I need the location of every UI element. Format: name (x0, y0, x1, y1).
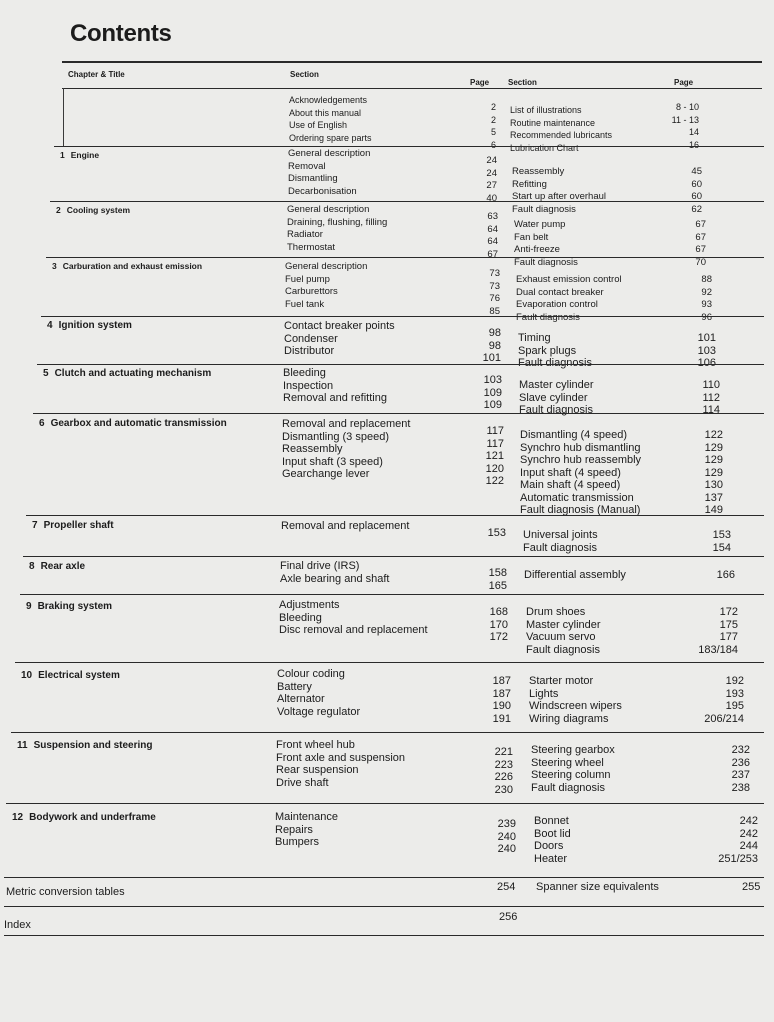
chapter-sections-1-item: Draining, flushing, filling (287, 216, 388, 228)
chapter-pages-2-item: 193 (725, 687, 744, 700)
chapter-sections-1-item: Drive shaft (276, 776, 329, 789)
chapter-pages-2-item: 70 (695, 256, 706, 268)
chapter-pages-2 (698, 606, 738, 656)
chapter-sections-2-item: Dual contact breaker (516, 286, 604, 298)
chapter-pages-1-item: 223 (494, 758, 513, 771)
chapter-sections-1-item: Adjustments (279, 599, 340, 611)
chapter-sections-2-item: Fault diagnosis (519, 404, 593, 416)
chapter-sections-2-item: Steering column (531, 769, 611, 781)
chapter-pages-2-item: 129 (704, 466, 723, 479)
chapter-pages-2-item: 114 (702, 404, 720, 416)
metric-conversion-label: Metric conversion tables (6, 886, 125, 898)
chapter-pages-2-item: 45 (691, 166, 702, 177)
chapter-rule (54, 146, 764, 147)
chapter-pages-1-item: 98 (488, 339, 501, 352)
chapter-pages-1-item: 117 (486, 437, 504, 450)
chapter-sections-1-item: Reassembly (282, 443, 343, 455)
chapter-sections-2-item: Dismantling (4 speed) (520, 429, 627, 441)
chapter-pages-2-item: 172 (719, 606, 738, 618)
chapter-sections-2 (523, 529, 598, 554)
intro-sections-2-item: Lubrication Chart (510, 142, 579, 153)
chapter-sections-1 (287, 204, 387, 254)
chapter-sections-1-item: Maintenance (275, 811, 338, 823)
chapter-name: Rear axle (40, 561, 86, 572)
chapter-sections-1 (276, 739, 405, 789)
chapter-sections-1-item: Input shaft (3 speed) (282, 455, 383, 468)
chapter-rule (26, 515, 764, 516)
chapter-rule (20, 594, 764, 595)
chapter-pages-2-item: 192 (725, 675, 744, 687)
intro-pages-2-item: 11 - 13 (671, 114, 699, 125)
chapter-sections-1 (279, 599, 428, 637)
chapter-pages-1-item: 158 (488, 567, 507, 579)
header-page-2: Page (674, 78, 694, 87)
chapter-sections-2-item: Starter motor (529, 675, 594, 687)
chapter-pages-1-item: 24 (486, 167, 497, 179)
chapter-pages-1-item: 170 (489, 618, 508, 631)
chapter-pages-1 (489, 268, 500, 318)
chapter-pages-2-item: 149 (704, 504, 723, 516)
chapter-sections-2-item: Fault diagnosis (523, 541, 597, 554)
chapter-pages-2-item: 129 (704, 454, 723, 466)
chapter-rule (6, 803, 764, 804)
chapter-title (52, 261, 202, 271)
chapter-pages-2 (702, 379, 720, 417)
chapter-sections-1-item: General description (285, 261, 368, 272)
chapter-sections-2 (512, 166, 606, 216)
chapter-number: 1 (60, 150, 65, 160)
chapter-sections-2-item: Fault diagnosis (518, 357, 592, 369)
chapter-number: 7 (32, 520, 38, 531)
chapter-title (39, 418, 227, 429)
chapter-sections-2-item: Start up after overhaul (512, 191, 606, 202)
chapter-pages-1-item: 67 (487, 248, 498, 260)
chapter-pages-1-item: 73 (489, 268, 500, 279)
intro-sections-1-item: Acknowledgements (289, 95, 368, 105)
chapter-pages-2-item: 103 (697, 344, 716, 357)
chapter-sections-1-item: Condenser (284, 332, 338, 345)
intro-pages-2-item: 8 - 10 (675, 102, 699, 112)
chapter-pages-1-item: 24 (486, 155, 497, 166)
chapter-sections-1 (288, 148, 370, 198)
chapter-sections-1-item: Removal and refitting (283, 392, 387, 404)
chapter-sections-1 (285, 261, 367, 311)
chapter-sections-2-item: Input shaft (4 speed) (520, 466, 621, 479)
chapter-pages-2-item: 206/214 (704, 712, 744, 725)
chapter-pages-1-item: 240 (497, 843, 516, 855)
chapter-pages-1-item: 101 (482, 352, 501, 364)
chapter-sections-2-item: Refitting (512, 178, 547, 190)
chapter-pages-1-item: 73 (489, 280, 500, 292)
metric-conversion-page: 254 (497, 881, 516, 893)
chapter-pages-2-item: 244 (739, 840, 758, 852)
chapter-sections-1-item: Battery (277, 680, 312, 693)
chapter-pages-1-item: 98 (488, 327, 501, 339)
chapter-title (56, 205, 130, 215)
chapter-pages-2-item: 110 (702, 379, 720, 391)
spanner-size-label: Spanner size equivalents (536, 881, 659, 893)
chapter-pages-1-item: 187 (492, 675, 511, 687)
chapter-rule (37, 364, 764, 365)
chapter-sections-2 (531, 744, 615, 794)
intro-pages-1-item: 2 (490, 114, 496, 125)
chapter-sections-2-item: Bonnet (534, 815, 569, 827)
chapter-name: Cooling system (66, 205, 131, 215)
intro-sections-1-item: Ordering spare parts (289, 132, 372, 143)
intro-sections-2-item: Recommended lubricants (510, 130, 613, 140)
chapter-sections-1-item: Final drive (IRS) (280, 560, 360, 572)
chapter-pages-2-item: 175 (719, 618, 738, 631)
chapter-sections-2 (524, 569, 626, 582)
chapter-title (21, 670, 120, 681)
chapter-sections-1-item: Bleeding (283, 367, 326, 379)
chapter-name: Engine (70, 150, 100, 160)
header-chapter-title: Chapter & Title (68, 70, 125, 79)
header-section-2: Section (508, 78, 537, 87)
chapter-pages-1-item: 153 (487, 527, 506, 539)
chapter-sections-2-item: Main shaft (4 speed) (520, 479, 621, 491)
chapter-title (32, 520, 114, 531)
chapter-rule (50, 201, 764, 202)
chapter-pages-2 (691, 166, 702, 216)
index-label: Index (4, 919, 31, 931)
chapter-pages-1-item: 168 (489, 606, 508, 618)
chapter-pages-2 (717, 569, 735, 582)
chapter-sections-2-item: Anti-freeze (514, 244, 560, 255)
chapter-sections-1 (277, 668, 360, 718)
chapter-pages-1-item: 103 (483, 374, 502, 386)
chapter-sections-2-item: Synchro hub dismantling (520, 441, 641, 454)
intro-pages-2-item: 14 (688, 127, 699, 137)
chapter-pages-1-item: 165 (488, 579, 507, 592)
chapter-pages-1-item: 109 (483, 399, 502, 411)
chapter-sections-2-item: Steering gearbox (531, 744, 615, 756)
chapter-sections-1-item: Front axle and suspension (276, 751, 406, 764)
chapter-sections-1 (280, 560, 389, 585)
chapter-title (29, 561, 85, 572)
chapter-title (26, 601, 112, 612)
chapter-pages-1 (486, 425, 504, 488)
intro-pages-2 (672, 101, 699, 151)
chapter-sections-1 (282, 418, 410, 481)
chapter-pages-2-item: 106 (697, 357, 716, 369)
chapter-sections-1 (275, 811, 338, 849)
chapter-sections-1-item: Disc removal and replacement (279, 624, 428, 636)
chapter-pages-2-item: 242 (739, 815, 758, 827)
chapter-pages-2-item: 183/184 (698, 643, 738, 656)
header-top-rule (62, 61, 762, 63)
chapter-sections-2-item: Fan belt (514, 231, 549, 243)
chapter-sections-1-item: Fuel pump (285, 273, 330, 285)
metric-top-rule (4, 877, 764, 878)
chapter-name: Ignition system (58, 320, 132, 331)
chapter-sections-2-item: Synchro hub reassembly (520, 454, 642, 466)
chapter-sections-2-item: Spark plugs (518, 344, 577, 357)
index-bottom-rule (4, 935, 764, 936)
chapter-sections-2-item: Fault diagnosis (512, 203, 576, 215)
chapter-sections-2-item: Fault diagnosis (531, 781, 605, 794)
chapter-sections-2-item: Vacuum servo (526, 631, 596, 643)
chapter-number: 11 (17, 740, 28, 751)
chapter-sections-1-item: Colour coding (277, 668, 345, 680)
intro-pages-1-item: 5 (490, 127, 496, 137)
chapter-sections-2 (519, 379, 594, 417)
chapter-sections-2-item: Timing (518, 332, 551, 344)
chapter-pages-2-item: 112 (702, 391, 720, 404)
chapter-sections-1-item: Removal (288, 160, 326, 172)
chapter-pages-2 (713, 529, 731, 554)
chapter-sections-1-item: Contact breaker points (284, 320, 395, 332)
chapter-pages-1 (483, 327, 501, 365)
intro-pages-2-item: 16 (688, 139, 699, 150)
chapter-pages-2-item: 242 (739, 827, 758, 840)
chapter-rule (46, 257, 764, 258)
chapter-pages-2-item: 88 (701, 274, 712, 285)
chapter-pages-1-item: 172 (489, 631, 508, 643)
chapter-pages-1 (495, 746, 513, 796)
page-title: Contents (70, 20, 172, 47)
chapter-name: Clutch and actuating mechanism (54, 368, 212, 379)
chapter-sections-2-item: Windscreen wipers (529, 700, 622, 712)
chapter-pages-1-item: 187 (492, 687, 511, 700)
chapter-sections-2-item: Heater (534, 852, 568, 865)
chapter-pages-1-item: 27 (486, 180, 497, 191)
chapter-pages-1-item: 64 (487, 236, 498, 247)
chapter-pages-1-item: 121 (485, 450, 504, 462)
chapter-pages-1-item: 120 (485, 462, 504, 475)
chapter-pages-2-item: 195 (725, 700, 744, 712)
chapter-pages-2-item: 62 (691, 203, 702, 215)
chapter-sections-2-item: Differential assembly (524, 569, 626, 581)
chapter-pages-2-item: 101 (697, 332, 716, 344)
index-page: 256 (499, 911, 518, 923)
chapter-sections-1-item: Removal and replacement (281, 520, 410, 532)
chapter-name: Gearbox and automatic transmission (50, 418, 227, 429)
chapter-sections-1 (283, 367, 387, 405)
chapter-pages-1-item: 230 (494, 783, 513, 796)
chapter-pages-1-item: 226 (494, 771, 513, 783)
intro-pages-1-item: 2 (490, 102, 496, 112)
chapter-title (60, 150, 99, 160)
chapter-sections-1 (284, 320, 395, 358)
chapter-pages-2-item: 166 (716, 569, 735, 581)
chapter-pages-2-item: 137 (704, 491, 723, 504)
chapter-pages-2-item: 130 (704, 479, 723, 491)
chapter-sections-2 (526, 606, 601, 656)
chapter-pages-1-item: 190 (492, 700, 511, 712)
chapter-pages-1-item: 40 (486, 192, 497, 204)
chapter-pages-2-item: 154 (712, 541, 731, 554)
chapter-pages-1-item: 64 (487, 223, 498, 235)
index-top-rule (4, 906, 764, 907)
chapter-pages-1 (484, 374, 502, 412)
chapter-sections-1-item: Axle bearing and shaft (280, 572, 390, 585)
chapter-sections-1-item: Fuel tank (285, 298, 325, 310)
intro-pages-1 (491, 101, 496, 151)
chapter-sections-1-item: Removal and replacement (282, 418, 411, 430)
chapter-pages-2-item: 129 (704, 441, 723, 454)
chapter-rule (33, 413, 764, 414)
chapter-pages-2-item: 67 (695, 244, 706, 255)
chapter-sections-1-item: Carburettors (285, 286, 338, 297)
chapter-pages-1 (489, 567, 507, 592)
chapter-sections-2 (534, 815, 571, 865)
chapter-sections-1-item: Voltage regulator (277, 705, 361, 718)
chapter-sections-2 (514, 219, 578, 269)
chapter-pages-2-item: 122 (704, 429, 723, 441)
chapter-sections-1-item: General description (287, 204, 370, 215)
chapter-sections-1-item: Bumpers (275, 836, 320, 848)
chapter-sections-2-item: Reassembly (512, 166, 565, 177)
chapter-sections-1-item: Gearchange lever (282, 468, 370, 480)
chapter-pages-2-item: 92 (701, 286, 712, 298)
chapter-sections-1-item: Radiator (287, 229, 323, 240)
chapter-pages-2-item: 238 (731, 781, 750, 794)
chapter-sections-2-item: Fault diagnosis (526, 643, 600, 656)
chapter-name: Propeller shaft (43, 520, 114, 531)
chapter-sections-2-item: Slave cylinder (519, 391, 588, 404)
chapter-pages-2 (718, 815, 758, 865)
chapter-pages-1-item: 85 (489, 305, 500, 317)
chapter-title (47, 320, 132, 331)
chapter-sections-1-item: Dismantling (3 speed) (282, 430, 389, 443)
chapter-pages-2-item: 177 (719, 631, 738, 643)
chapter-pages-1-item: 221 (494, 746, 513, 758)
chapter-sections-2-item: Exhaust emission control (516, 274, 622, 285)
chapter-sections-2 (529, 675, 622, 725)
chapter-pages-2-item: 236 (731, 756, 750, 769)
chapter-sections-2-item: Fault diagnosis (516, 311, 580, 323)
chapter-pages-2-item: 251/253 (718, 852, 758, 865)
chapter-number: 5 (43, 368, 49, 379)
chapter-pages-2 (695, 219, 706, 269)
chapter-sections-2-item: Universal joints (523, 529, 598, 541)
intro-sections-2-item: List of illustrations (510, 105, 582, 115)
chapter-sections-1-item: General description (288, 148, 371, 159)
chapter-number: 6 (39, 418, 45, 429)
column-divider (63, 88, 64, 146)
chapter-name: Braking system (37, 601, 113, 612)
chapter-sections-2-item: Wiring diagrams (529, 712, 609, 725)
chapter-pages-1-item: 239 (497, 818, 516, 830)
chapter-pages-1 (490, 606, 508, 644)
chapter-pages-2-item: 67 (695, 231, 706, 243)
chapter-sections-1-item: Decarbonisation (288, 185, 357, 197)
chapter-number: 12 (12, 812, 24, 823)
chapter-name: Electrical system (38, 670, 120, 681)
chapter-title (17, 740, 153, 751)
chapter-pages-2 (704, 675, 744, 725)
chapter-pages-1 (498, 818, 516, 856)
header-section-1: Section (290, 70, 319, 79)
chapter-sections-1-item: Front wheel hub (276, 739, 355, 751)
header-page-1: Page (470, 78, 490, 87)
chapter-pages-1-item: 117 (486, 425, 504, 437)
intro-sections-1-item: Use of English (289, 120, 348, 130)
chapter-number: 10 (21, 670, 33, 681)
chapter-sections-2-item: Fault diagnosis (Manual) (520, 504, 641, 516)
chapter-pages-2-item: 60 (691, 191, 702, 202)
chapter-number: 8 (29, 561, 35, 572)
chapter-sections-1-item: Dismantling (288, 173, 338, 184)
chapter-pages-1-item: 240 (497, 830, 516, 843)
chapter-sections-1-item: Thermostat (287, 241, 336, 253)
chapter-rule (15, 662, 764, 663)
chapter-pages-2-item: 96 (701, 311, 712, 323)
chapter-number: 9 (26, 601, 32, 612)
chapter-pages-1-item: 122 (485, 475, 504, 487)
chapter-sections-1-item: Bleeding (279, 611, 322, 624)
chapter-number: 2 (56, 205, 61, 215)
chapter-name: Suspension and steering (33, 740, 153, 751)
chapter-rule (41, 316, 764, 317)
spanner-size-page: 255 (742, 881, 761, 893)
chapter-pages-2 (732, 744, 750, 794)
chapter-pages-2-item: 67 (695, 219, 706, 230)
chapter-rule (11, 732, 764, 733)
chapter-sections-2-item: Boot lid (534, 827, 571, 840)
chapter-pages-2-item: 60 (691, 178, 702, 190)
intro-pages-1-item: 6 (490, 139, 496, 150)
chapter-sections-1-item: Repairs (275, 823, 313, 836)
header-bottom-rule (62, 88, 762, 89)
chapter-number: 4 (47, 320, 53, 331)
intro-sections-1-item: About this manual (289, 107, 362, 118)
chapter-pages-2-item: 93 (701, 299, 712, 310)
chapter-sections-1 (281, 520, 409, 533)
chapter-sections-2-item: Lights (529, 687, 559, 700)
chapter-sections-1-item: Alternator (277, 693, 325, 705)
chapter-name: Bodywork and underframe (29, 812, 156, 823)
chapter-sections-2-item: Doors (534, 840, 564, 852)
chapter-pages-2-item: 232 (731, 744, 750, 756)
chapter-sections-1-item: Rear suspension (276, 764, 359, 776)
chapter-sections-2-item: Drum shoes (526, 606, 586, 618)
chapter-pages-2 (705, 429, 723, 517)
chapter-sections-2-item: Evaporation control (516, 299, 598, 310)
chapter-pages-1 (488, 527, 506, 540)
intro-sections-2-item: Routine maintenance (510, 117, 596, 128)
chapter-sections-2-item: Steering wheel (531, 756, 604, 769)
chapter-sections-1-item: Distributor (284, 345, 335, 357)
chapter-pages-1-item: 109 (483, 386, 502, 399)
chapter-number: 3 (52, 261, 57, 271)
chapter-pages-2-item: 153 (712, 529, 731, 541)
intro-sections-1 (289, 94, 372, 144)
chapter-sections-2-item: Automatic transmission (520, 491, 634, 504)
chapter-sections-2-item: Master cylinder (526, 618, 601, 631)
chapter-rule (23, 556, 764, 557)
chapter-pages-1-item: 63 (487, 211, 498, 222)
chapter-pages-1 (487, 211, 498, 261)
chapter-pages-1-item: 76 (489, 293, 500, 304)
chapter-sections-2-item: Fault diagnosis (514, 256, 578, 268)
chapter-pages-1 (486, 155, 497, 205)
chapter-sections-2-item: Master cylinder (519, 379, 594, 391)
chapter-name: Carburation and exhaust emission (62, 261, 203, 271)
chapter-sections-2 (520, 429, 641, 517)
chapter-pages-1-item: 191 (492, 712, 511, 725)
chapter-sections-1-item: Inspection (283, 379, 334, 392)
chapter-pages-1 (493, 675, 511, 725)
chapter-pages-2-item: 237 (731, 769, 750, 781)
chapter-title (43, 368, 211, 379)
chapter-sections-2-item: Water pump (514, 219, 566, 230)
chapter-title (12, 812, 156, 823)
